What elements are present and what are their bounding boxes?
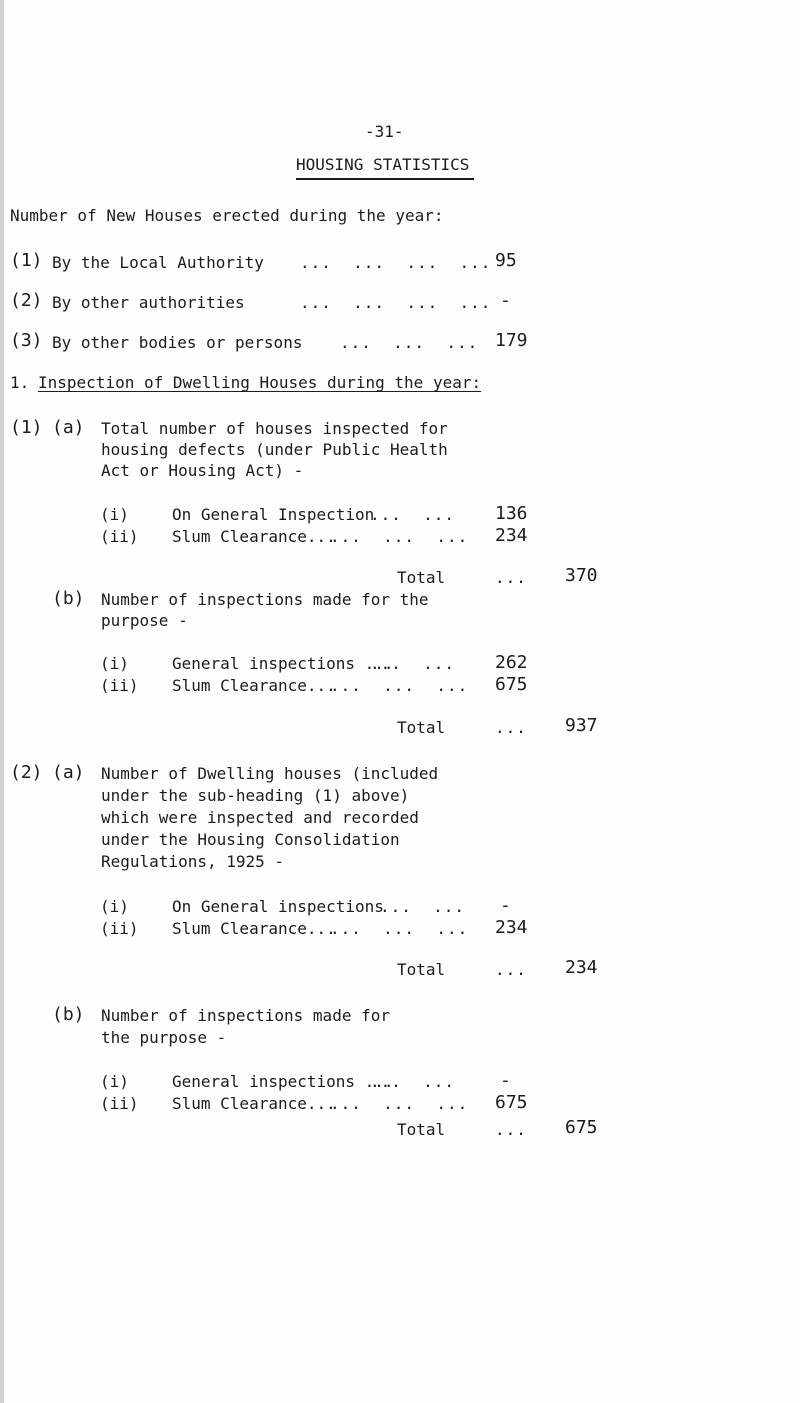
total-value: 370 (565, 565, 598, 586)
leader-dots: ... (495, 960, 527, 979)
row-text: On General inspections (172, 897, 384, 916)
item-label: (3) (10, 330, 43, 351)
page-title: HOUSING STATISTICS (296, 155, 470, 174)
desc-line: Total number of houses inspected for (101, 419, 448, 438)
row-value: 136 (495, 503, 528, 524)
row-text: Slum Clearance... (172, 527, 336, 546)
desc-line: purpose - (101, 611, 188, 630)
row-text: Slum Clearance... (172, 1094, 336, 1113)
subsection-label: (1) (10, 417, 43, 438)
row-label: (i) (100, 654, 129, 673)
row-value: - (500, 895, 511, 916)
item-text: By the Local Authority (52, 253, 264, 272)
row-text: General inspections ... (172, 654, 394, 673)
leader-dots: ... (495, 718, 527, 737)
row-text: General inspections ... (172, 1072, 394, 1091)
row-label: (ii) (100, 919, 139, 938)
item-text: By other authorities (52, 293, 245, 312)
row-label: (i) (100, 505, 129, 524)
desc-line: the purpose - (101, 1028, 227, 1047)
total-label: Total (397, 718, 446, 737)
leader-dots: ... ... (370, 1072, 456, 1091)
desc-line: Regulations, 1925 - (101, 852, 285, 871)
row-value: 675 (495, 674, 528, 695)
desc-line: Number of inspections made for (101, 1006, 390, 1025)
part-label: (b) (52, 1004, 85, 1025)
row-label: (ii) (100, 676, 139, 695)
leader-dots: ... ... ... ... (300, 253, 492, 272)
desc-line: housing defects (under Public Health (101, 440, 448, 459)
item-label: (2) (10, 290, 43, 311)
row-value: 234 (495, 917, 528, 938)
leader-dots: ... ... ... (330, 527, 469, 546)
row-value: 675 (495, 1092, 528, 1113)
total-label: Total (397, 960, 446, 979)
section-number: 1. (10, 373, 30, 392)
item-value: 179 (495, 330, 528, 351)
desc-line: Number of inspections made for the (101, 590, 429, 609)
total-value: 937 (565, 715, 598, 736)
row-text: Slum Clearance... (172, 676, 336, 695)
row-label: (i) (100, 897, 129, 916)
row-label: (i) (100, 1072, 129, 1091)
row-text: Slum Clearance... (172, 919, 336, 938)
desc-line: under the sub-heading (1) above) (101, 786, 410, 805)
section-heading: Inspection of Dwelling Houses during the year: (38, 373, 482, 392)
page-edge-shadow (0, 0, 4, 1403)
row-text: On General Inspection (172, 505, 375, 524)
leader-dots: ... ... (370, 654, 456, 673)
row-label: (ii) (100, 527, 139, 546)
desc-line: under the Housing Consolidation (101, 830, 400, 849)
row-value: 234 (495, 525, 528, 546)
row-value: 262 (495, 652, 528, 673)
item-label: (1) (10, 250, 43, 271)
item-value: 95 (495, 250, 517, 271)
leader-dots: ... ... ... (330, 676, 469, 695)
total-value: 675 (565, 1117, 598, 1138)
total-value: 234 (565, 957, 598, 978)
desc-line: Number of Dwelling houses (included (101, 764, 439, 783)
part-label: (a) (52, 762, 85, 783)
leader-dots: ... ... ... (330, 919, 469, 938)
leader-dots: ... ... (370, 505, 456, 524)
part-label: (a) (52, 417, 85, 438)
page-number: -31- (365, 122, 404, 141)
leader-dots: ... (495, 568, 527, 587)
total-label: Total (397, 1120, 446, 1139)
title-underline (296, 178, 474, 180)
leader-dots: ... ... (380, 897, 466, 916)
new-houses-heading: Number of New Houses erected during the year: (10, 206, 444, 225)
desc-line: Act or Housing Act) - (101, 461, 304, 480)
item-text: By other bodies or persons (52, 333, 303, 352)
part-label: (b) (52, 588, 85, 609)
subsection-label: (2) (10, 762, 43, 783)
total-label: Total (397, 568, 446, 587)
leader-dots: ... ... ... (330, 1094, 469, 1113)
leader-dots: ... (495, 1120, 527, 1139)
leader-dots: ... ... ... (340, 333, 479, 352)
desc-line: which were inspected and recorded (101, 808, 419, 827)
row-value: - (500, 1070, 511, 1091)
item-value: - (500, 290, 511, 311)
row-label: (ii) (100, 1094, 139, 1113)
leader-dots: ... ... ... ... (300, 293, 492, 312)
